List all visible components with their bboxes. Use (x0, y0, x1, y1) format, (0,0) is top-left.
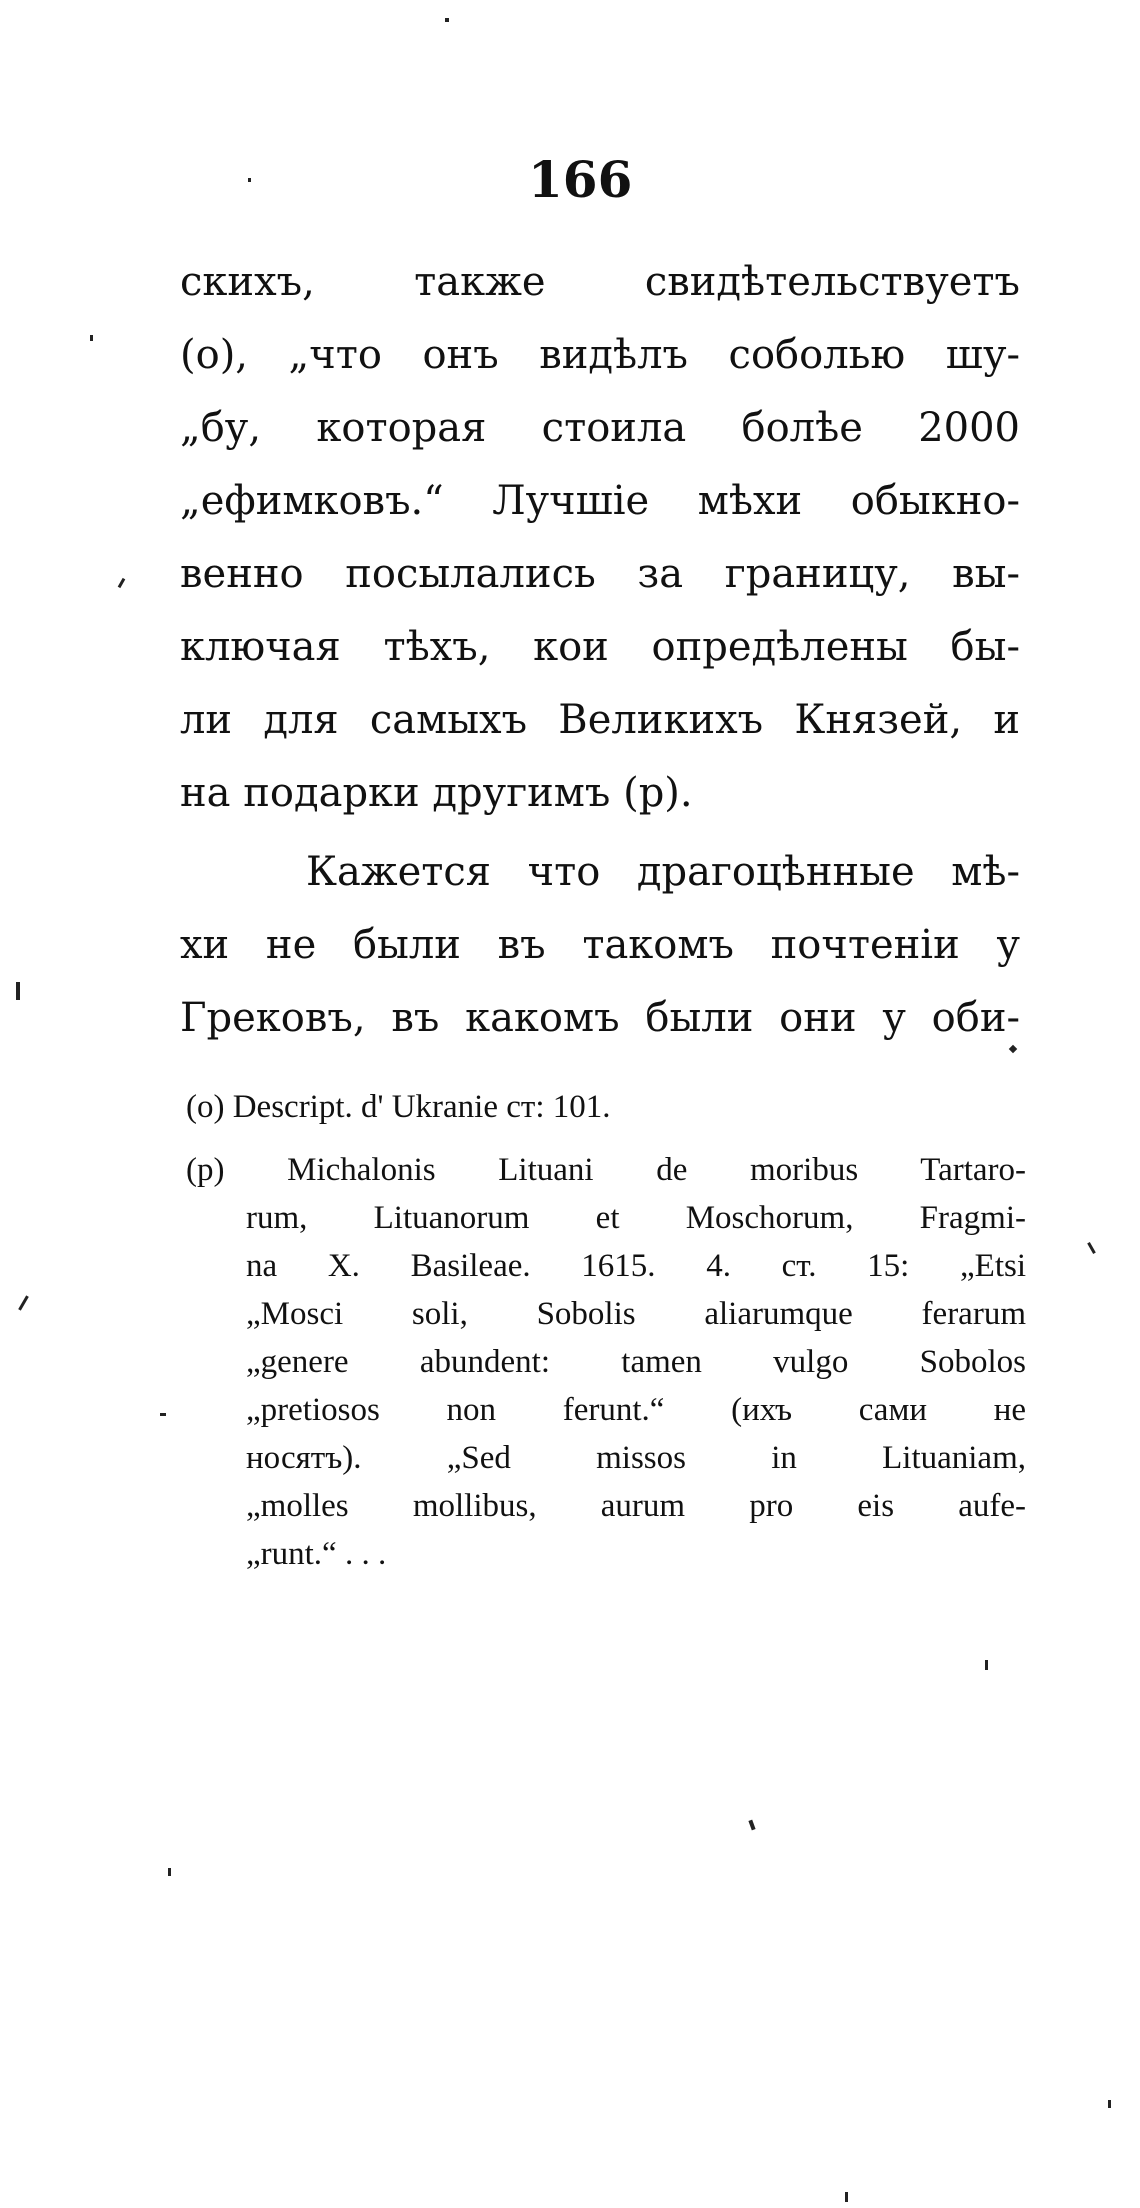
scan-speck (1087, 1242, 1096, 1254)
footnote-line: „pretiosos non ferunt.“ (ихъ сами не (246, 1392, 1026, 1428)
text-line: ли для самыхъ Великихъ Князей, и (180, 697, 1020, 743)
footnote-line: „Mosci soli, Sobolis aliarumque ferarum (246, 1296, 1026, 1332)
footnote-line: „genere abundent: tamen vulgo Sobolos (246, 1344, 1026, 1380)
scan-speck (1108, 2100, 1111, 2108)
text-line: Грековъ, въ какомъ были они у оби- (180, 995, 1020, 1041)
page-number: 166 (528, 150, 633, 209)
scan-speck (168, 1868, 171, 1876)
text-line: на подарки другимъ (р). (180, 770, 693, 816)
scan-speck (160, 1413, 166, 1416)
footnote-o: (о) Descript. d' Ukranie ст: 101. (186, 1089, 611, 1125)
scan-speck (248, 178, 251, 182)
paragraph-second (180, 836, 1020, 1055)
scan-speck (845, 2192, 848, 2202)
scan-speck (16, 982, 20, 1000)
footnote-p (186, 1146, 1026, 1578)
text-line: скихъ, также свидѣтельствуетъ (180, 259, 1020, 305)
footnotes (186, 1083, 1026, 1578)
text-line: венно посылались за границу, вы- (180, 551, 1020, 597)
footnote-line: rum, Lituanorum et Moschorum, Fragmi- (246, 1200, 1026, 1236)
footnote-line: (р) Michalonis Lituani de moribus Tartaro- (186, 1152, 1026, 1188)
text-line: ключая тѣхъ, кои опредѣлены бы- (180, 624, 1020, 670)
footnote-line: na X. Basileae. 1615. 4. ст. 15: „Etsi (246, 1248, 1026, 1284)
scan-speck (118, 578, 126, 588)
scan-speck (18, 1295, 29, 1310)
footnote-line: „molles mollibus, aurum pro eis aufe- (246, 1488, 1026, 1524)
footnote-line: носятъ). „Sed missos in Lituaniam, (246, 1440, 1026, 1476)
footnote-line: „runt.“ . . . (246, 1536, 387, 1572)
text-line: хи не были въ такомъ почтеніи у (180, 922, 1020, 968)
text-line: Кажется что драгоцѣнные мѣ- (306, 849, 1020, 895)
text-line: (о), „что онъ видѣлъ соболью шу- (180, 332, 1020, 378)
scan-speck (985, 1660, 988, 1670)
scan-speck (445, 18, 449, 22)
paragraph-main (180, 246, 1020, 830)
scan-speck (90, 335, 93, 341)
text-line: „ефимковъ.“ Лучшіе мѣхи обыкно- (180, 478, 1020, 524)
scan-speck (748, 1820, 755, 1831)
text-line: „бу, которая стоила болѣе 2000 (180, 405, 1020, 451)
